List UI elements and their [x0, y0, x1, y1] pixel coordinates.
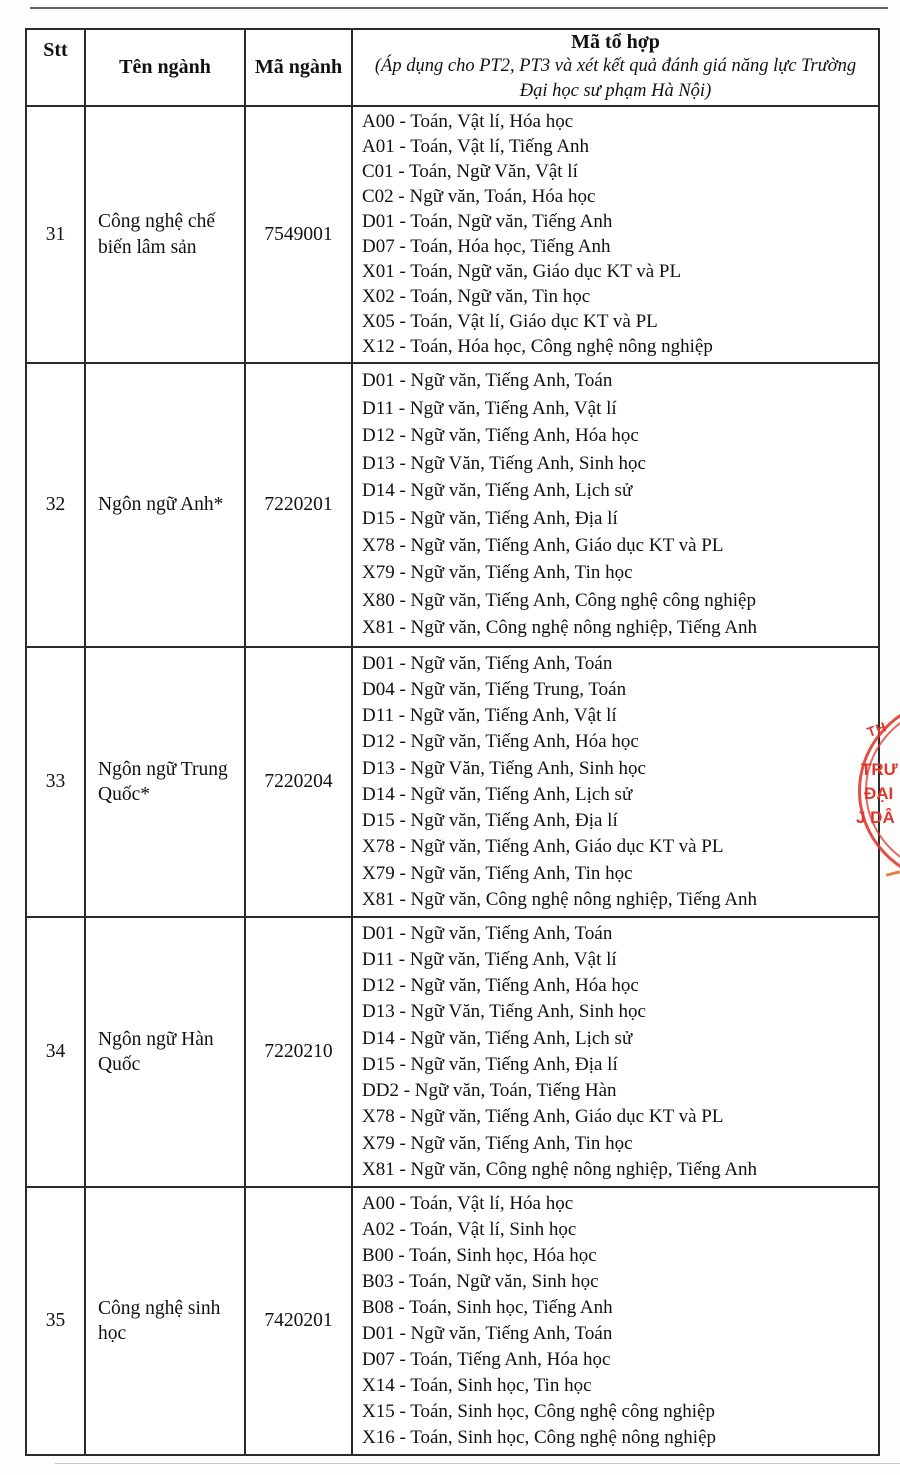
combination-line: X79 - Ngữ văn, Tiếng Anh, Tin học	[362, 562, 633, 584]
row-major-code: 7220204	[246, 648, 353, 916]
header-combination-title: Mã tổ hợp	[571, 31, 660, 53]
header-combination-subtitle: (Áp dụng cho PT2, PT3 và xét kết quả đánh giá năng lực Trường Đại học sư phạm Hà Nội)	[374, 56, 857, 101]
combination-line: D13 - Ngữ Văn, Tiếng Anh, Sinh học	[362, 452, 646, 474]
row-major-name	[86, 648, 246, 916]
combination-line: D15 - Ngữ văn, Tiếng Anh, Địa lí	[362, 1053, 618, 1075]
row-stt: 32	[27, 364, 86, 646]
major-name-text: Ngôn ngữ Trung Quốc*	[98, 758, 228, 805]
row-major-code: 7549001	[246, 107, 353, 362]
combination-line: X16 - Toán, Sinh học, Công nghệ nông nghiệp	[362, 1426, 717, 1448]
combination-line: D07 - Toán, Hóa học, Tiếng Anh	[362, 235, 611, 257]
row-major-name	[86, 918, 246, 1186]
row-major-code: 7220210	[246, 918, 353, 1186]
combination-line: D01 - Ngữ văn, Tiếng Anh, Toán	[362, 652, 613, 674]
major-name-text: Công nghệ sinh học	[98, 1297, 221, 1344]
scan-artifact-bottom-line	[55, 1463, 900, 1464]
combination-line: D15 - Ngữ văn, Tiếng Anh, Địa lí	[362, 810, 618, 832]
admissions-combination-table	[25, 28, 880, 1456]
row-combinations	[353, 648, 878, 916]
row-stt: 35	[27, 1188, 86, 1454]
combination-line: B00 - Toán, Sinh học, Hóa học	[362, 1244, 597, 1266]
combination-line: D01 - Ngữ văn, Tiếng Anh, Toán	[362, 922, 613, 944]
row-major-code: 7420201	[246, 1188, 353, 1454]
combination-line: D11 - Ngữ văn, Tiếng Anh, Vật lí	[362, 949, 617, 971]
combination-line: X81 - Ngữ văn, Công nghệ nông nghiệp, Tiếng Anh	[362, 617, 758, 639]
combination-line: DD2 - Ngữ văn, Toán, Tiếng Hàn	[362, 1080, 617, 1102]
combination-line: D12 - Ngữ văn, Tiếng Anh, Hóa học	[362, 975, 639, 997]
combination-line: D11 - Ngữ văn, Tiếng Anh, Vật lí	[362, 705, 617, 727]
combination-line: X15 - Toán, Sinh học, Công nghệ công nghiệp	[362, 1400, 715, 1422]
combination-line: D14 - Ngữ văn, Tiếng Anh, Lịch sử	[362, 1027, 633, 1049]
row-major-code: 7220201	[246, 364, 353, 646]
combination-line: D13 - Ngữ Văn, Tiếng Anh, Sinh học	[362, 1001, 646, 1023]
combination-line: X14 - Toán, Sinh học, Tin học	[362, 1374, 592, 1396]
combination-line: X01 - Toán, Ngữ văn, Giáo dục KT và PL	[362, 260, 682, 282]
stamp-signature-mark	[886, 870, 900, 876]
row-combinations	[353, 1188, 878, 1454]
combination-line: X05 - Toán, Vật lí, Giáo dục KT và PL	[362, 310, 658, 332]
row-combinations	[353, 918, 878, 1186]
combination-line: X78 - Ngữ văn, Tiếng Anh, Giáo dục KT và PL	[362, 836, 724, 858]
header-combination	[353, 30, 878, 105]
combination-line: X78 - Ngữ văn, Tiếng Anh, Giáo dục KT và PL	[362, 1106, 724, 1128]
table-row	[27, 364, 878, 648]
combination-line: D01 - Ngữ văn, Tiếng Anh, Toán	[362, 370, 613, 392]
row-stt: 34	[27, 918, 86, 1186]
stamp-text-line: TRƯ	[861, 760, 898, 779]
combination-line: X02 - Toán, Ngữ văn, Tin học	[362, 285, 591, 307]
combination-line: B03 - Toán, Ngữ văn, Sinh học	[362, 1270, 599, 1292]
stamp-text-line: J DÂ	[856, 808, 895, 827]
combination-line: X81 - Ngữ văn, Công nghệ nông nghiệp, Tiếng Anh	[362, 1158, 758, 1180]
combination-line: A00 - Toán, Vật lí, Hóa học	[362, 1192, 574, 1214]
combination-line: D01 - Ngữ văn, Tiếng Anh, Toán	[362, 1322, 613, 1344]
row-combinations	[353, 107, 878, 362]
row-major-name	[86, 1188, 246, 1454]
header-major-code: Mã ngành	[246, 30, 353, 105]
table-row	[27, 648, 878, 918]
row-major-name	[86, 107, 246, 362]
combination-line: D15 - Ngữ văn, Tiếng Anh, Địa lí	[362, 507, 618, 529]
major-name-text: Ngôn ngữ Hàn Quốc	[98, 1028, 214, 1075]
combination-line: D11 - Ngữ văn, Tiếng Anh, Vật lí	[362, 397, 617, 419]
row-stt: 31	[27, 107, 86, 362]
table-row	[27, 107, 878, 364]
combination-line: A01 - Toán, Vật lí, Tiếng Anh	[362, 135, 590, 157]
combination-line: B08 - Toán, Sinh học, Tiếng Anh	[362, 1296, 613, 1318]
combination-line: X78 - Ngữ văn, Tiếng Anh, Giáo dục KT và PL	[362, 534, 724, 556]
table-header-row	[27, 30, 878, 107]
major-name-text: Công nghệ chế biến lâm sản	[98, 211, 215, 258]
combination-line: D04 - Ngữ văn, Tiếng Trung, Toán	[362, 679, 627, 701]
combination-line: X12 - Toán, Hóa học, Công nghệ nông nghiệp	[362, 335, 713, 357]
combination-line: X79 - Ngữ văn, Tiếng Anh, Tin học	[362, 1132, 633, 1154]
table-row	[27, 1188, 878, 1454]
combination-line: C02 - Ngữ văn, Toán, Hóa học	[362, 185, 596, 207]
scan-artifact-top-line	[30, 7, 888, 9]
combination-line: D12 - Ngữ văn, Tiếng Anh, Hóa học	[362, 425, 639, 447]
combination-line: D12 - Ngữ văn, Tiếng Anh, Hóa học	[362, 731, 639, 753]
header-stt: Stt	[27, 30, 86, 105]
combination-line: D07 - Toán, Tiếng Anh, Hóa học	[362, 1348, 611, 1370]
major-name-text: Ngôn ngữ Anh*	[98, 494, 224, 516]
combination-line: C01 - Toán, Ngữ Văn, Vật lí	[362, 160, 578, 182]
combination-line: X81 - Ngữ văn, Công nghệ nông nghiệp, Tiếng Anh	[362, 888, 758, 910]
stamp-text-line: ĐẠI	[864, 784, 894, 803]
combination-line: A02 - Toán, Vật lí, Sinh học	[362, 1218, 577, 1240]
combination-line: D14 - Ngữ văn, Tiếng Anh, Lịch sử	[362, 783, 633, 805]
row-combinations	[353, 364, 878, 646]
combination-line: X80 - Ngữ văn, Tiếng Anh, Công nghệ công nghiệp	[362, 589, 756, 611]
combination-line: X79 - Ngữ văn, Tiếng Anh, Tin học	[362, 862, 633, 884]
row-stt: 33	[27, 648, 86, 916]
combination-line: A00 - Toán, Vật lí, Hóa học	[362, 110, 574, 132]
combination-line: D14 - Ngữ văn, Tiếng Anh, Lịch sử	[362, 480, 633, 502]
combination-line: D01 - Toán, Ngữ văn, Tiếng Anh	[362, 210, 613, 232]
table-row	[27, 918, 878, 1188]
combination-line: D13 - Ngữ Văn, Tiếng Anh, Sinh học	[362, 757, 646, 779]
stamp-arc-text: TH	[865, 719, 889, 740]
header-major-name: Tên ngành	[86, 30, 246, 105]
row-major-name	[86, 364, 246, 646]
